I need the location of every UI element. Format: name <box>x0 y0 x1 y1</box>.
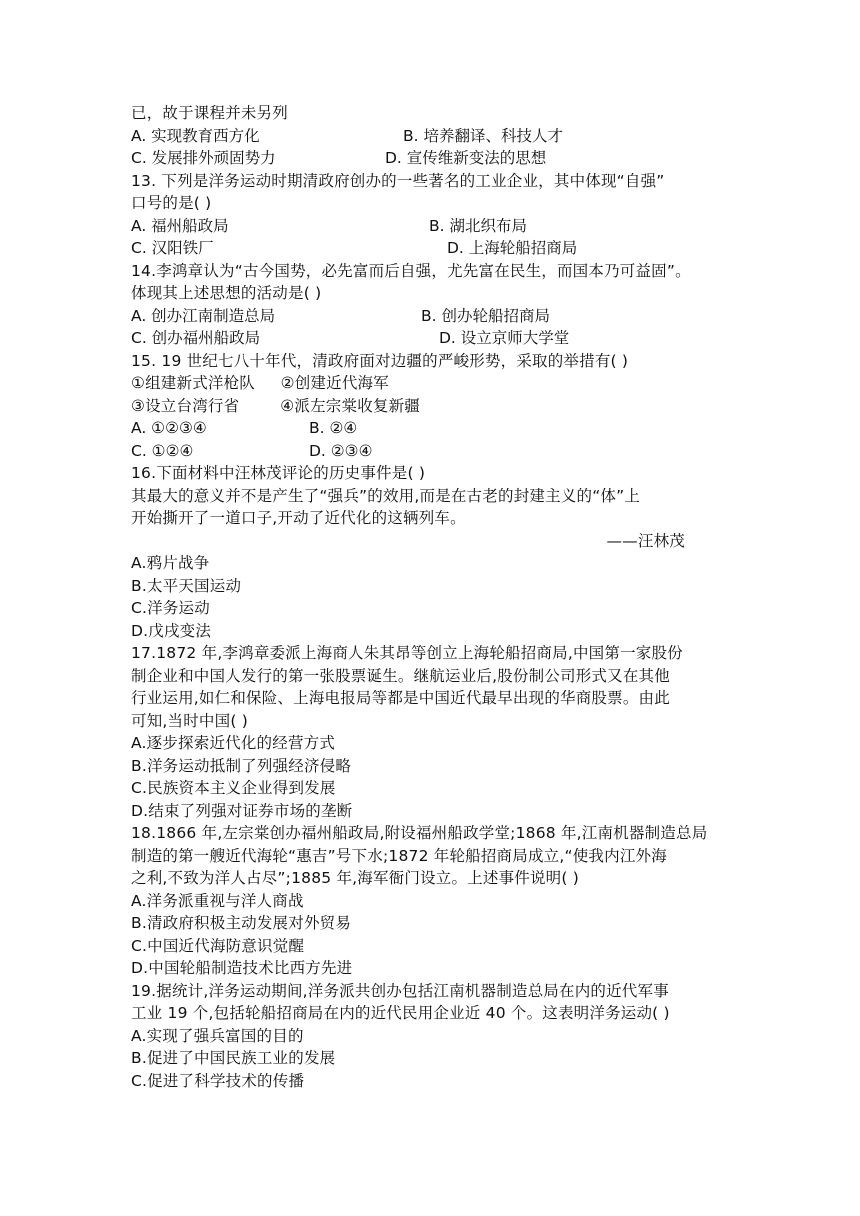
q15-options-row-1 <box>131 417 731 440</box>
q17-option-d: D.结束了列强对证券市场的垄断 <box>131 801 353 820</box>
q13-option-c: C. 汉阳铁厂 <box>131 239 214 257</box>
q14-options-row-2 <box>131 327 731 350</box>
q14-option-b: B. 创办轮船招商局 <box>421 306 550 325</box>
q15-option-d: D. ②③④ <box>309 441 373 460</box>
q12-option-b: B. 培养翻译、科技人才 <box>403 126 563 145</box>
q18-option-a: A.洋务派重视与洋人商战 <box>131 891 304 910</box>
q19-stem-line-2: 工业 19 个,包括轮船招商局在内的近代民用企业近 40 个。这表明洋务运动( ) <box>131 1004 670 1022</box>
q19-option-b: B.促进了中国民族工业的发展 <box>131 1049 336 1067</box>
q13-stem-line-2: 口号的是( ) <box>131 194 212 212</box>
q18-option-d: D.中国轮船制造技术比西方先进 <box>131 959 353 977</box>
q14-option-a: A. 创办江南制造总局 <box>131 306 276 325</box>
q18-stem-line-3: 之利,不致为洋人占尽”;1885 年,海军衙门设立。上述事件说明( ) <box>131 869 580 887</box>
q16-attribution: ——汪林茂 <box>606 531 685 550</box>
q18-stem-line-1: 18.1866 年,左宗棠创办福州船政局,附设福州船政学堂;1868 年,江南机器制造总局 <box>131 824 708 842</box>
q13-option-a: A. 福州船政局 <box>131 216 229 235</box>
q18-option-b: B.清政府积极主动发展对外贸易 <box>131 914 352 932</box>
q12-option-c: C. 发展排外顽固势力 <box>131 149 276 167</box>
q16-material-line-2: 开始撕开了一道口子,开动了近代化的这辆列车。 <box>131 509 466 527</box>
q17-stem-line-3: 行业运用,如仁和保险、上海电报局等都是中国近代最早出现的华商股票。由此 <box>131 689 670 707</box>
q17-option-b: B.洋务运动抵制了列强经济侵略 <box>131 756 352 775</box>
q16-option-d: D.戊戌变法 <box>131 621 212 640</box>
q19-option-c: C.促进了科学技术的传播 <box>131 1071 305 1090</box>
q12-option-a: A. 实现教育西方化 <box>131 126 260 145</box>
q15-items-line-1: ①组建新式洋枪队 ②创建近代海军 <box>131 374 389 392</box>
q15-option-a: A. ①②③④ <box>131 419 207 437</box>
q14-options-row-1 <box>131 305 731 328</box>
q15-option-c: C. ①②④ <box>131 441 194 460</box>
q15-items-line-2: ③设立台湾行省 ④派左宗棠收复新疆 <box>131 396 421 415</box>
q17-option-a: A.逐步探索近代化的经营方式 <box>131 734 336 752</box>
q17-stem-line-2: 制企业和中国人发行的第一张股票诞生。继航运业后,股份制公司形式又在其他 <box>131 666 670 685</box>
q16-option-c: C.洋务运动 <box>131 599 210 617</box>
q12-option-d: D. 宣传维新变法的思想 <box>385 149 547 167</box>
q12-options-row-1 <box>131 125 731 148</box>
q14-stem-line-2: 体现其上述思想的活动是( ) <box>131 284 322 302</box>
q16-stem: 16.下面材料中汪林茂评论的历史事件是( ) <box>131 464 426 482</box>
q16-option-a: A.鸦片战争 <box>131 554 210 572</box>
q18-option-c: C.中国近代海防意识觉醒 <box>131 936 305 955</box>
q19-stem-line-1: 19.据统计,洋务运动期间,洋务派共创办包括江南机器制造总局在内的近代军事 <box>131 981 669 1000</box>
q13-option-d: D. 上海轮船招商局 <box>447 239 578 257</box>
q14-stem-line-1: 14.李鸿章认为“古今国势，必先富而后自强，尤先富在民生，而国本乃可益固”。 <box>131 261 691 280</box>
q14-option-d: D. 设立京师大学堂 <box>439 329 570 347</box>
q15-stem: 15. 19 世纪七八十年代，清政府面对边疆的严峻形势，采取的举措有( ) <box>131 351 629 370</box>
q13-options-row-1 <box>131 215 731 238</box>
q14-option-c: C. 创办福州船政局 <box>131 329 261 347</box>
q13-option-b: B. 湖北织布局 <box>429 216 527 235</box>
q12-stem-tail: 已，故于课程并未另列 <box>131 104 289 122</box>
q17-option-c: C.民族资本主义企业得到发展 <box>131 779 336 797</box>
q17-stem-line-1: 17.1872 年,李鸿章委派上海商人朱其昂等创立上海轮船招商局,中国第一家股份 <box>131 644 683 662</box>
q16-option-b: B.太平天国运动 <box>131 576 242 595</box>
q16-material-line-1: 其最大的意义并不是产生了“强兵”的效用,而是在古老的封建主义的“体”上 <box>131 486 641 505</box>
q19-option-a: A.实现了强兵富国的目的 <box>131 1026 304 1045</box>
q13-options-row-2 <box>131 237 731 260</box>
q12-options-row-2 <box>131 147 731 170</box>
exam-page <box>131 102 731 1092</box>
q13-stem-line-1: 13. 下列是洋务运动时期清政府创办的一些著名的工业企业，其中体现“自强” <box>131 171 665 190</box>
q15-option-b: B. ②④ <box>309 419 358 437</box>
q18-stem-line-2: 制造的第一艘近代海轮“惠吉”号下水;1872 年轮船招商局成立,“使我内江外海 <box>131 846 667 865</box>
q17-stem-line-4: 可知,当时中国( ) <box>131 711 248 730</box>
q15-options-row-2 <box>131 440 731 463</box>
